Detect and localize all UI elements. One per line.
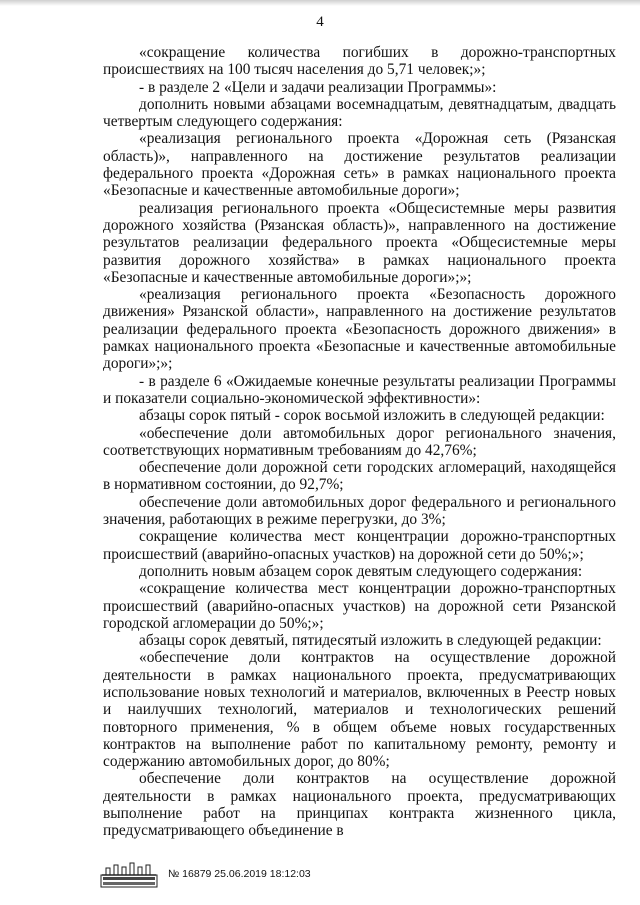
paragraph-1: «сокращение количества погибших в дорожно-транспортных происшествиях на 100 тысяч населения до 5,71 человек;»; [103,44,616,79]
paragraph-7: - в разделе 6 «Ожидаемые конечные результаты реализации Программы и показатели социально-экономической эффективности»: [103,372,616,407]
paragraph-2: - в разделе 2 «Цели и задачи реализации Программы»: [139,78,497,96]
paragraph-13: дополнить новым абзацем сорок девятым следующего содержания: [139,562,583,580]
registration-number: № 16879 25.06.2019 18:12:03 [168,868,311,880]
registration-footer [100,858,311,890]
paragraph-8: абзацы сорок пятый - сорок восьмой изложить в следующей редакции: [139,407,605,425]
paragraph-12: сокращение количества мест концентрации дорожно-транспортных происшествий (аварийно-опасных участков) на дорожной сети до 50%;»; [103,528,616,563]
paragraph-14: «сокращение количества мест концентрации дорожно-транспортных происшествий (аварийно-опасных участков) на дорожной сети Рязанской городской агломерации до 50%;»; [103,580,616,632]
paragraph-6: «реализация регионального проекта «Безопасность дорожного движения» Рязанской области», направленного на достижение результатов реализации федерального проекта «Безопасность дорожного движения» в рамках национального проекта «Безопасные и качественные автомобильные дороги»;»; [103,286,616,373]
scan-edge-shadow [0,0,640,6]
paragraph-15: абзацы сорок девятый, пятидесятый изложить в следующей редакции: [139,632,602,650]
paragraph-16: «обеспечение доли контрактов на осуществление дорожной деятельности в рамках национального проекта, предусматривающих использование новых технологий и материалов, включенных в Реестр новых и наилучших технологий, материалов и технологических решений повторного применения, % в общем объеме новых государственных контрактов на выполнение работ по капитальному ремонту, ремонту и содержанию автомобильных дорог, до 80%; [103,649,616,771]
paragraph-5: реализация регионального проекта «Общесистемные меры развития дорожного хозяйства (Рязанская область)», направленного на достижение результатов реализации федерального проекта «Общесистемные меры развития дорожного хозяйства» в рамках национального проекта «Безопасные и качественные автомобильные дороги»;»; [103,199,616,286]
paragraph-4: «реализация регионального проекта «Дорожная сеть (Рязанская область)», направленного на достижение результатов реализации федерального проекта «Дорожная сеть» в рамках национального проекта «Безопасные и качественные автомобильные дороги»; [103,130,616,200]
document-registry-stamp-icon [100,860,158,888]
page-number: 4 [316,14,324,30]
paragraph-3: дополнить новыми абзацами восемнадцатым, девятнадцатым, двадцать четвертым следующего содержания: [103,95,616,131]
document-body [103,44,616,840]
paragraph-17: обеспечение доли контрактов на осуществление дорожной деятельности в рамках национального проекта, предусматривающих выполнение работ на принципах контракта жизненного цикла, предусматривающего объединение в [103,770,616,840]
paragraph-11: обеспечение доли автомобильных дорог федерального и регионального значения, работающих в режиме перегрузки, до 3%; [103,493,616,529]
paragraph-10: обеспечение доли дорожной сети городских агломераций, находящейся в нормативном состоянии, до 92,7%; [103,459,616,494]
paragraph-9: «обеспечение доли автомобильных дорог регионального значения, соответствующих нормативным требованиям до 42,76%; [103,424,616,459]
